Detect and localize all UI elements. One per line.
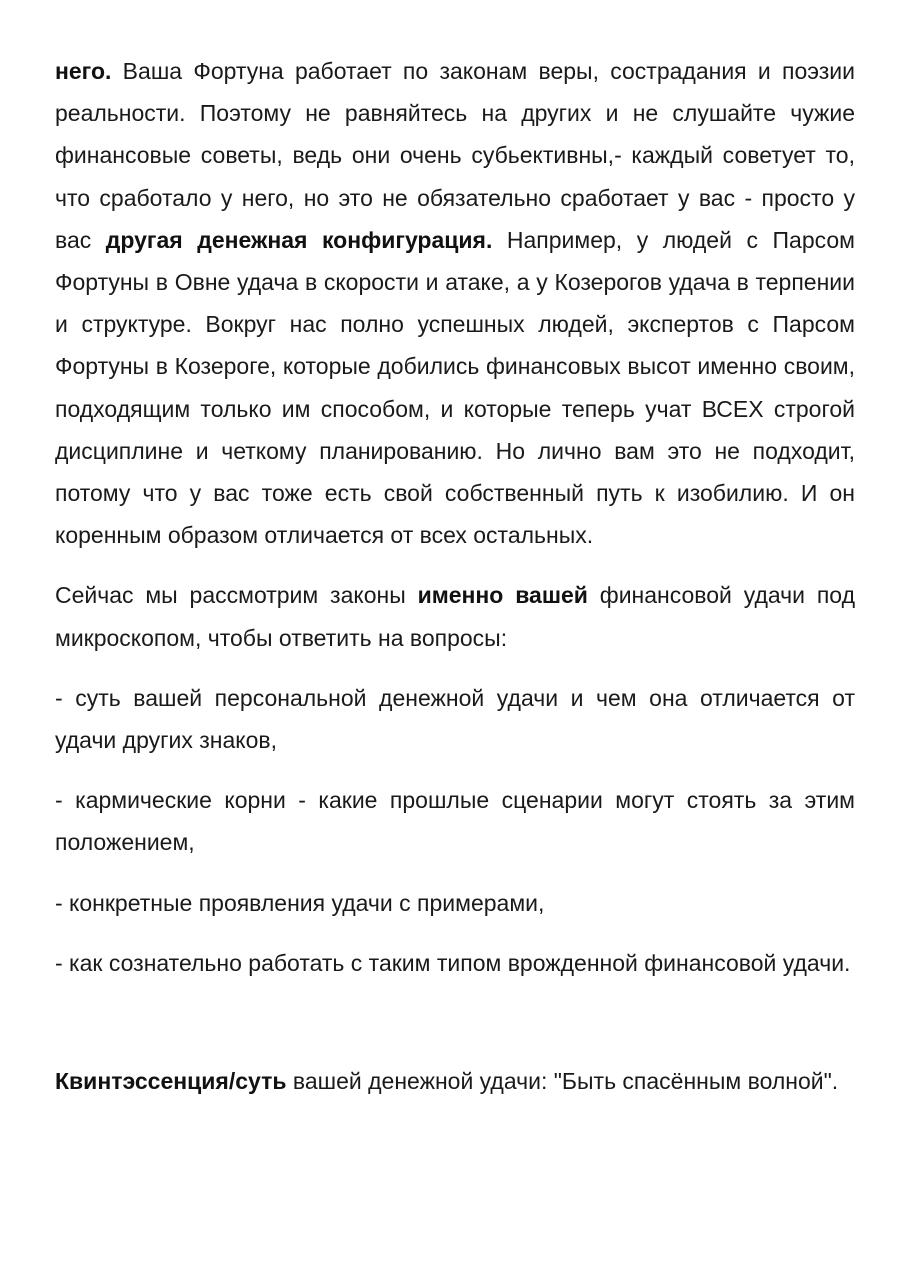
paragraph-text: Например, у людей с Парсом Фортуны в Овне удача в скорости и атаке, а у Козерогов удача в терпении и структуре. Вокруг нас полно успешных людей, экспертов с Парсом Фортуны в Козероге, которые добились финансовых высот именно своим, подходящим только им способом, и которые теперь учат ВСЕХ строгой дисциплине и четкому планированию. Но лично вам это не подходит, потому что у вас тоже есть свой собственный путь к изобилию. И он коренным образом отличается от всех остальных. — [55, 226, 855, 549]
bold-quintessence: Квинтэссенция/суть — [55, 1068, 287, 1095]
paragraph-fortune-laws — [55, 50, 855, 556]
paragraph-quintessence — [55, 1060, 855, 1102]
paragraph-text: Сейчас мы рассмотрим законы — [55, 582, 418, 609]
paragraph-intro-questions — [55, 574, 855, 658]
list-item: - конкретные проявления удачи с примерами, — [55, 889, 545, 916]
bold-lead-in: него. — [55, 58, 112, 84]
paragraph-text: вашей денежной удачи: "Быть спасённым волной". — [286, 1068, 839, 1095]
list-item: - кармические корни - какие прошлые сценарии могут стоять за этим положением, — [55, 787, 855, 856]
list-item: - как сознательно работать с таким типом врожденной финансовой удачи. — [55, 949, 851, 976]
list-item: - суть вашей персональной денежной удачи и чем она отличается от удачи других знаков, — [55, 684, 855, 754]
paragraph-text: финансовой удачи под микроскопом, чтобы ответить на вопросы: — [55, 582, 855, 651]
paragraph-text: Ваша Фортуна работает по законам веры, сострадания и поэзии реальности. Поэтому не равняйтесь на других и не слушайте чужие финансовые советы, ведь они очень субьективны,- каждый советует то, что сработало у него, но это не обязательно сработает у вас - просто у вас — [55, 58, 855, 253]
bold-your-luck: именно вашей — [417, 582, 588, 609]
document-page — [55, 50, 855, 1102]
bold-money-config: другая денежная конфигурация. — [105, 226, 493, 253]
